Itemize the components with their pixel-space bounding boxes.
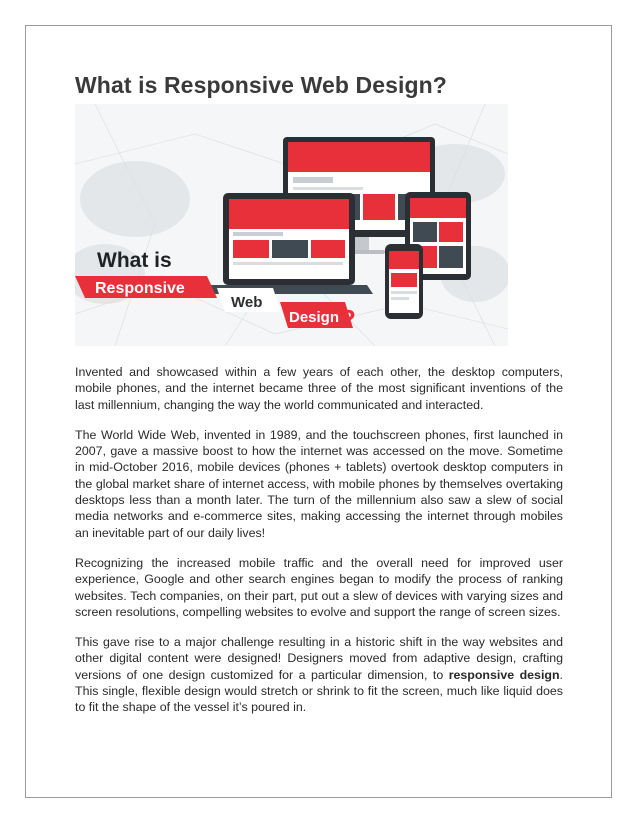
paragraph-4 — [75, 634, 563, 715]
hero-image — [75, 104, 508, 346]
page-title: What is Responsive Web Design? — [75, 72, 447, 98]
paragraph-3: Recognizing the increased mobile traffic and the overall need for improved user experience, Google and other search engines began to modify the process of ranking websites. Tech companies, on their part, put out a slew of devices with varying sizes and screen resolutions, compelling websites to evolve and support the range of screen sizes. — [75, 555, 563, 619]
hero-question-mark: ? — [340, 304, 356, 334]
article-body — [75, 364, 563, 730]
paragraph-1: Invented and showcased within a few years of each other, the desktop computers, mobile phones, and the internet became three of the most significant inventions of the last millennium, changing the way the world communicated and interacted. — [75, 365, 563, 412]
responsive-devices-illustration — [75, 104, 508, 346]
responsive-design-term: responsive design — [448, 667, 560, 682]
paragraph-4-text-a: This gave rise to a major challenge resulting in a historic shift in the way websites and other digital content were designed! Designers moved from adaptive design, crafting versions of one design customized for a particular dimension, to — [75, 635, 563, 682]
hero-line-what-is: What is — [97, 249, 172, 272]
hero-line-web: Web — [231, 294, 263, 311]
paragraph-4-text-b: . This single, flexible design would stretch or shrink to fit the screen, much like liquid does to fit the shape of the vessel it’s poured in. — [75, 667, 563, 715]
laptop — [205, 193, 373, 294]
hero-line-design: Design — [289, 309, 340, 326]
paragraph-2: The World Wide Web, invented in 1989, and the touchscreen phones, first launched in 2007, gave a massive boost to how the internet was accessed on the move. Sometime in mid-October 2016, mobile devices (phones + tablets) overtook desktop computers in the global market share of internet access, with mobile phones by themselves overtaking desktops less than a month later. The turn of the millennium also saw a slew of social media networks and e-commerce sites, making accessing the internet through mobiles an inevitable part of our daily lives! — [75, 427, 563, 540]
hero-line-responsive: Responsive — [95, 280, 185, 297]
mobile-phone — [385, 244, 423, 319]
